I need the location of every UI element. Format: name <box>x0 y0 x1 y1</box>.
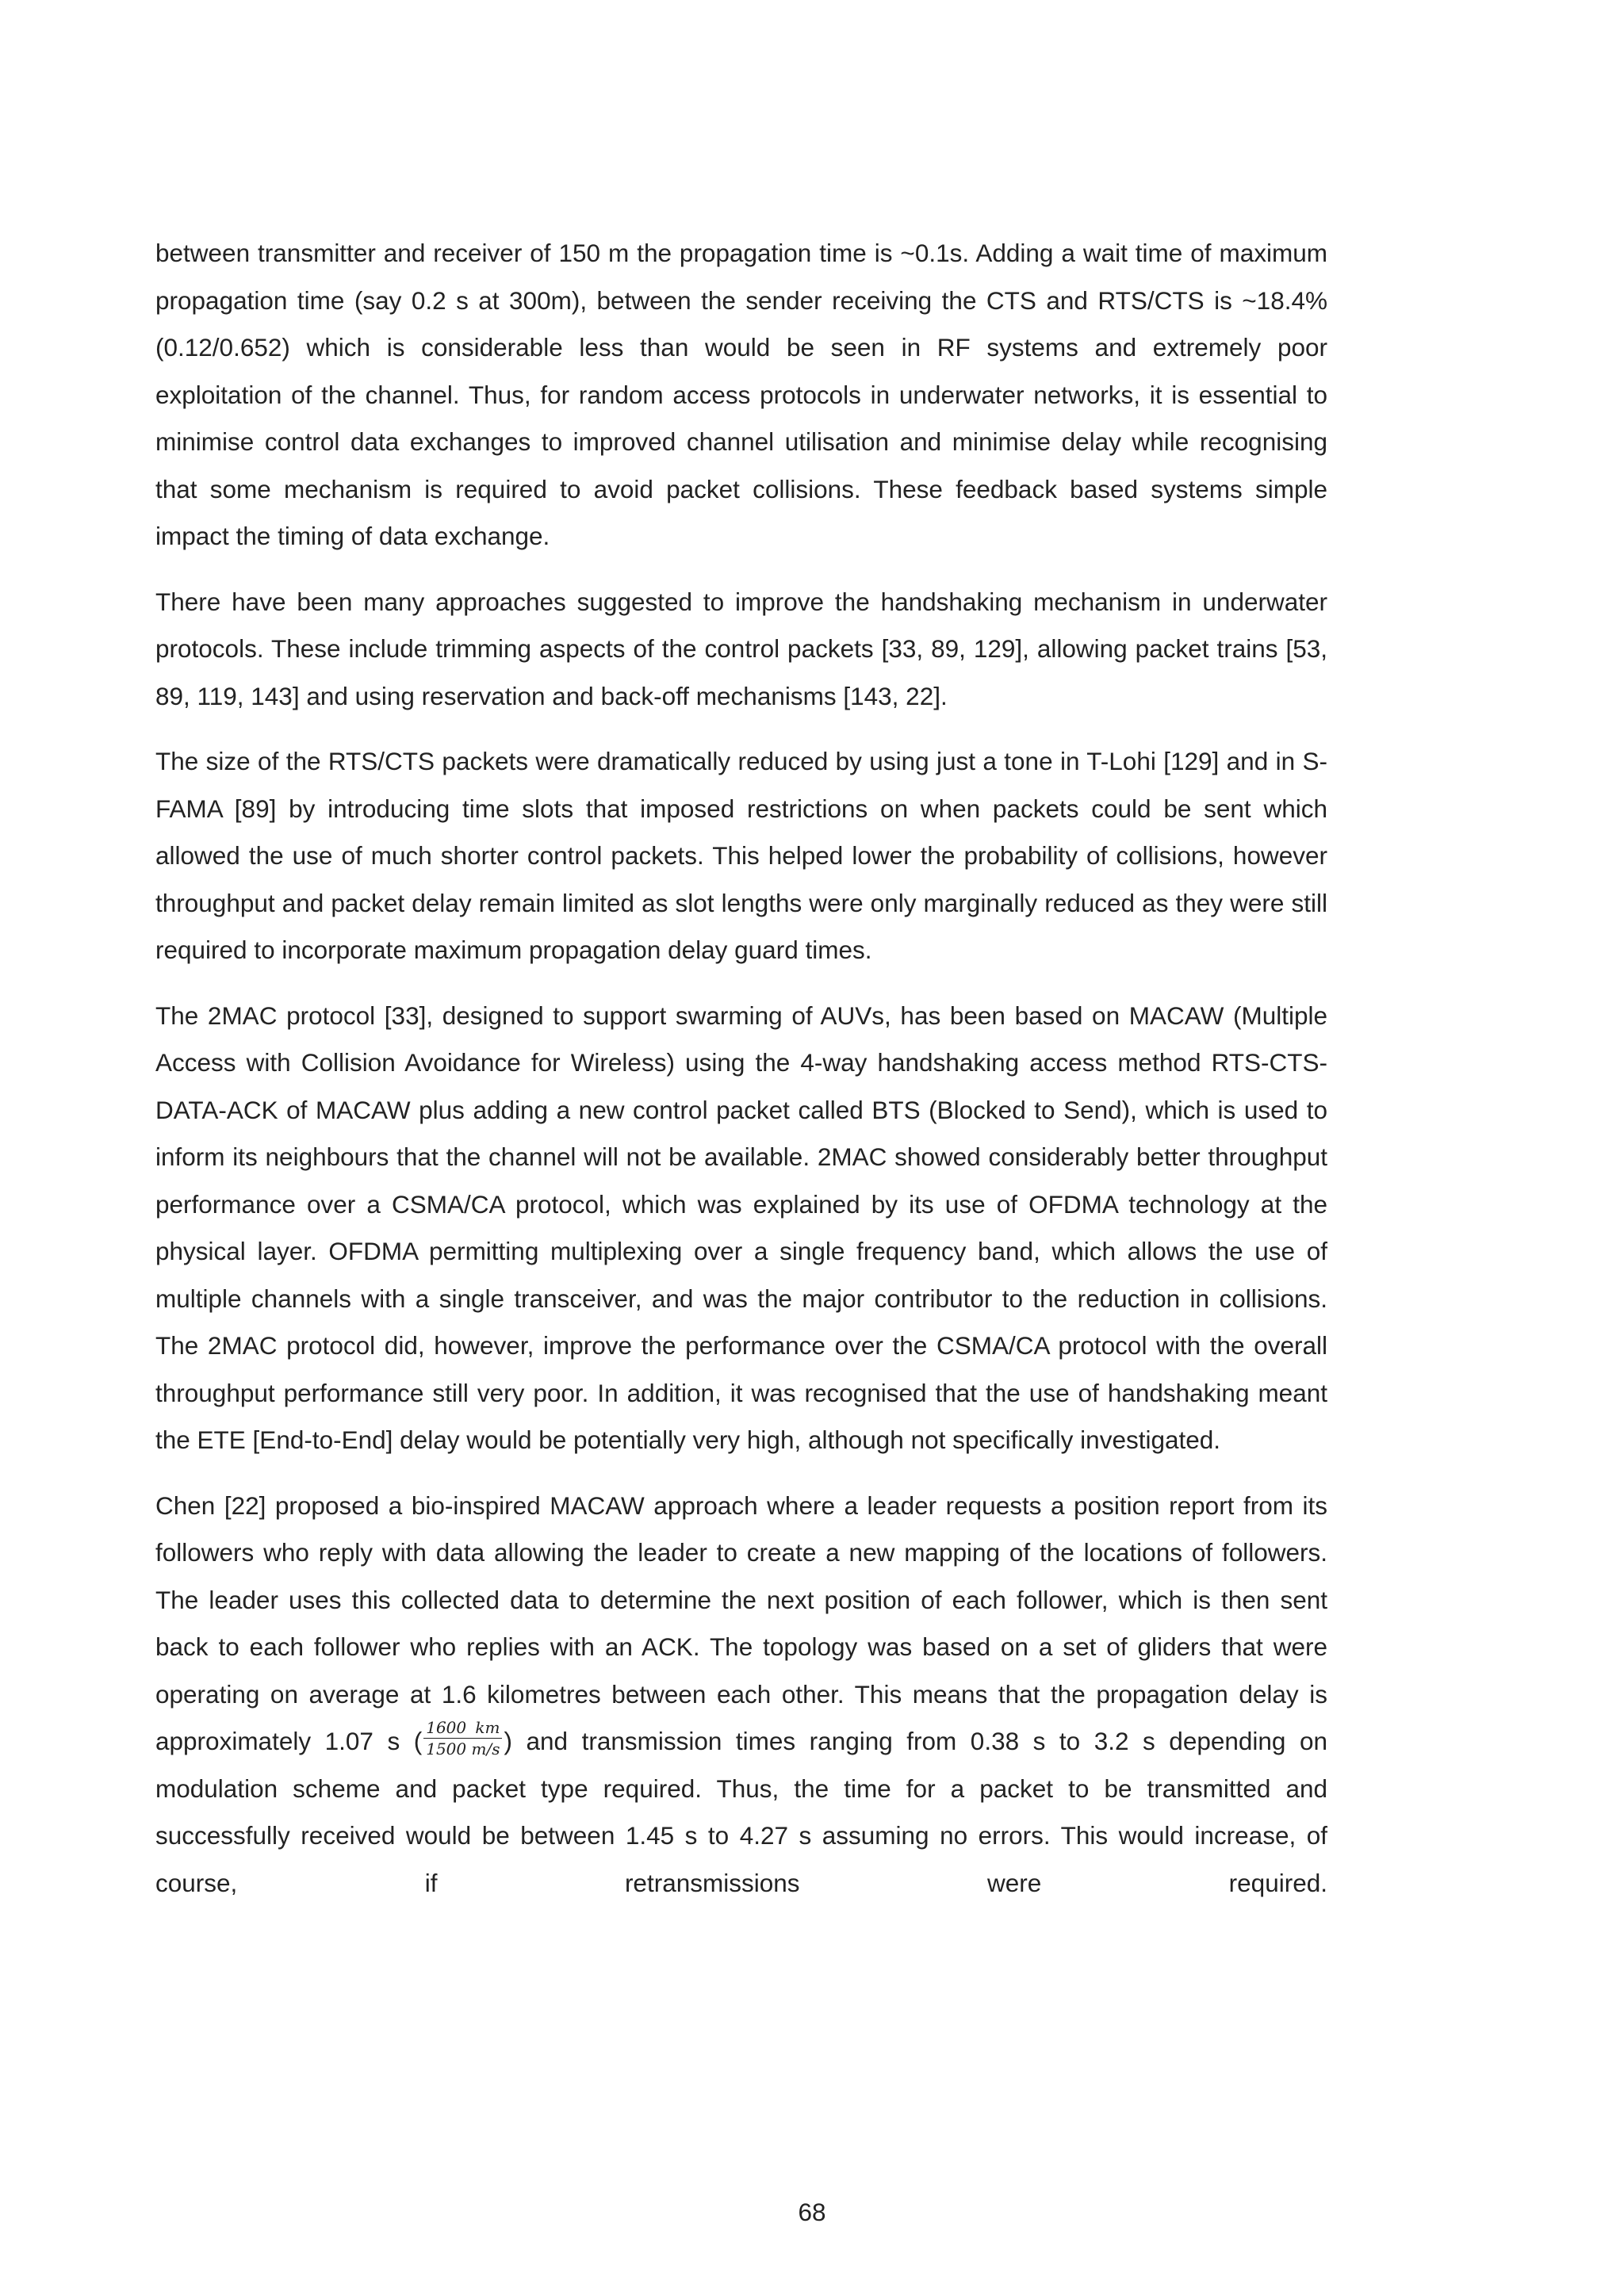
fraction-denominator: 1500 m/s <box>426 1739 500 1759</box>
paragraph-chen-macaw <box>155 1483 1327 1908</box>
close-parenthesis: ) <box>504 1727 512 1755</box>
open-parenthesis: ( <box>413 1727 423 1755</box>
propagation-delay-fraction <box>423 1719 502 1758</box>
fraction-numerator: 1600 km <box>423 1719 502 1739</box>
body-text <box>155 230 1327 1925</box>
paragraph-propagation-time: between transmitter and receiver of 150 m the propagation time is ~0.1s. Adding a wait time of maximum propagation time (say 0.2 s at 300m), between the sender receiving the CTS and RTS/CTS is ~18.4% (0.12/0.652) which is considerable less than would be seen in RF systems and extremely poor exploitation of the channel. Thus, for random access protocols in underwater networks, it is essential to minimise control data exchanges to improved channel utilisation and minimise delay while recognising that some mechanism is required to avoid packet collisions. These feedback based systems simple impact the timing of data exchange. <box>155 239 1327 550</box>
paragraph-text-before-fraction: Chen [22] proposed a bio-inspired MACAW approach where a leader requests a position report from its followers who reply with data allowing the leader to create a new mapping of the locations of followers. The leader uses this collected data to determine the next position of each follower, which is then sent back to each follower who replies with an ACK. The topology was based on a set of gliders that were operating on average at 1.6 kilometres between each other. This means that the propagation delay is approximately 1.07 s <box>155 1490 1327 1755</box>
page-number: 68 <box>798 2198 826 2226</box>
paragraph-rts-cts-reduction: The size of the RTS/CTS packets were dramatically reduced by using just a tone in T-Lohi [129] and in S-FAMA [89] by introducing time slots that imposed restrictions on when packets could be sent which allowed the use of much shorter control packets. This helped lower the probability of collisions, however throughput and packet delay remain limited as slot lengths were only marginally reduced as they were still required to incorporate maximum propagation delay guard times. <box>155 747 1327 964</box>
paragraph-2mac-protocol: The 2MAC protocol [33], designed to support swarming of AUVs, has been based on MACAW (Multiple Access with Collision Avoidance for Wireless) using the 4-way handshaking access method RTS-CTS-DATA-ACK of MACAW plus adding a new control packet called BTS (Blocked to Send), which is used to inform its neighbours that the channel will not be available. 2MAC showed considerably better throughput performance over a CSMA/CA protocol, which was explained by its use of OFDMA technology at the physical layer. OFDMA permitting multiplexing over a single frequency band, which allows the use of multiple channels with a single transceiver, and was the major contributor to the reduction in collisions. The 2MAC protocol did, however, improve the performance over the CSMA/CA protocol with the overall throughput performance still very poor. In addition, it was recognised that the use of handshaking meant the ETE [End-to-End] delay would be potentially very high, although not specifically investigated. <box>155 1001 1327 1454</box>
paragraph-handshaking-approaches: There have been many approaches suggested to improve the handshaking mechanism in underwater protocols. These include trimming aspects of the control packets [33, 89, 129], allowing packet trains [53, 89, 119, 143] and using reservation and back-off mechanisms [143, 22]. <box>155 587 1327 710</box>
paragraph-text-after-fraction: and transmission times ranging from 0.38 s to 3.2 s depending on modulation scheme and packet type required. Thus, the time for a packet to be transmitted and successfully received would be between 1.45 s to 4.27 s assuming no errors. This would increase, of course, if retransmissions were required. <box>155 1727 1328 1897</box>
